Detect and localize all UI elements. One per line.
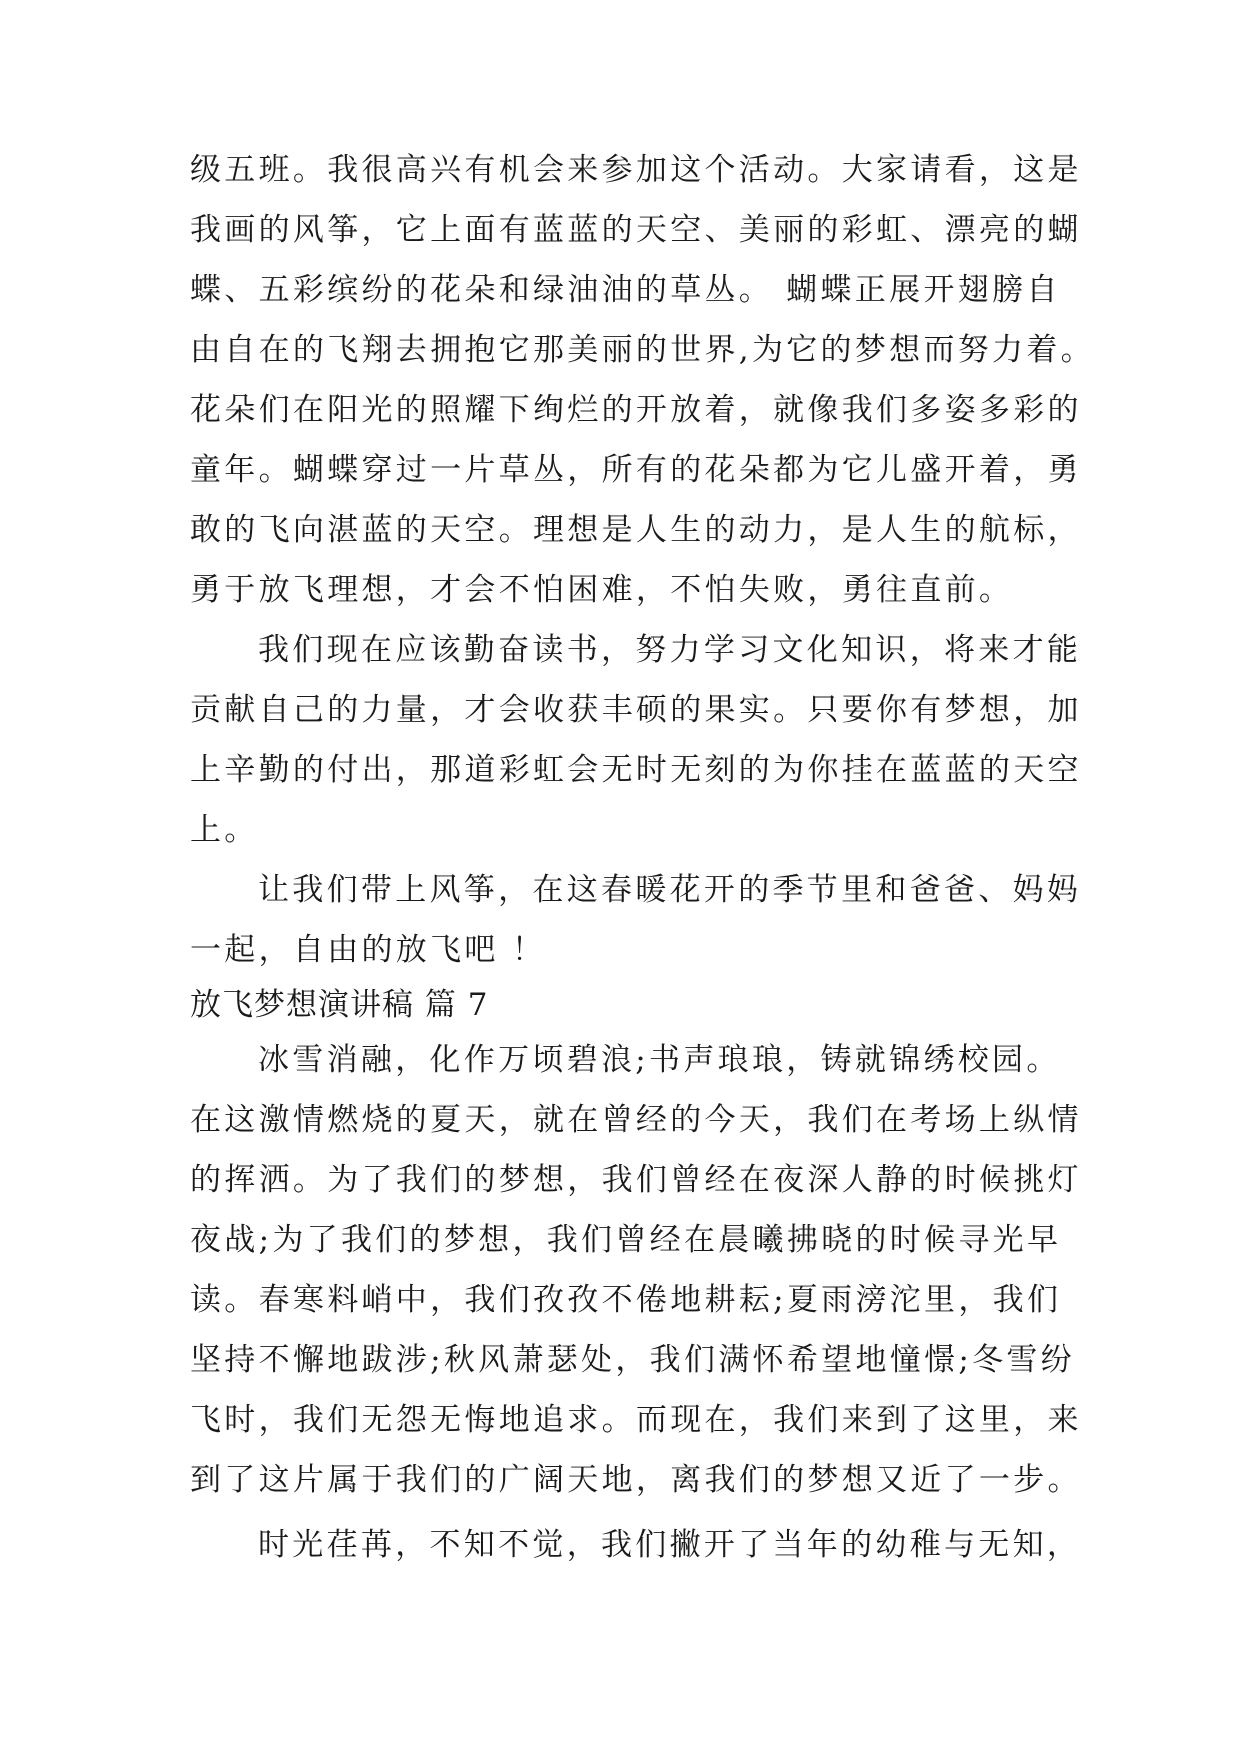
text-line: 读。春寒料峭中，我们孜孜不倦地耕耘;夏雨滂沱里，我们 [190,1282,1062,1318]
section-heading: 放飞梦想演讲稿 篇 7 [190,987,489,1023]
text-line: 上。 [190,812,259,848]
text-line: 坚持不懈地跋涉;秋风萧瑟处，我们满怀希望地憧憬;冬雪纷 [190,1342,1075,1378]
text-line: 我画的风筝，它上面有蓝蓝的天空、美丽的彩虹、漂亮的蝴 [190,212,1082,248]
text-line: 勇于放飞理想，才会不怕困难，不怕失败，勇往直前。 [190,572,1014,608]
paragraph-first-line: 时光荏苒，不知不觉，我们撇开了当年的幼稚与无知， [258,1527,1082,1563]
paragraph-first-line: 我们现在应该勤奋读书，努力学习文化知识，将来才能 [258,632,1082,668]
text-line: 由自在的飞翔去拥抱它那美丽的世界,为它的梦想而努力着。 [190,332,1095,368]
text-line: 花朵们在阳光的照耀下绚烂的开放着，就像我们多姿多彩的 [190,392,1082,428]
text-line: 一起，自由的放飞吧 ！ [190,932,547,968]
paragraph-first-line: 冰雪消融，化作万顷碧浪;书声琅琅，铸就锦绣校园。 [258,1042,1061,1078]
text-line: 到了这片属于我们的广阔天地，离我们的梦想又近了一步。 [190,1462,1082,1498]
text-line: 夜战;为了我们的梦想，我们曾经在晨曦拂晓的时候寻光早 [190,1222,1062,1258]
text-line: 上辛勤的付出，那道彩虹会无时无刻的为你挂在蓝蓝的天空 [190,752,1082,788]
text-line: 在这激情燃烧的夏天，就在曾经的今天，我们在考场上纵情 [190,1102,1082,1138]
text-line: 贡献自己的力量，才会收获丰硕的果实。只要你有梦想，加 [190,692,1082,728]
text-line: 飞时，我们无怨无悔地追求。而现在，我们来到了这里，来 [190,1402,1082,1438]
text-line: 童年。蝴蝶穿过一片草丛，所有的花朵都为它儿盛开着，勇 [190,452,1082,488]
text-line: 蝶、五彩缤纷的花朵和绿油油的草丛。 蝴蝶正展开翅膀自 [190,272,1061,308]
text-line: 的挥洒。为了我们的梦想，我们曾经在夜深人静的时候挑灯 [190,1162,1082,1198]
text-line: 级五班。我很高兴有机会来参加这个活动。大家请看，这是 [190,152,1082,188]
paragraph-first-line: 让我们带上风筝，在这春暖花开的季节里和爸爸、妈妈 [258,872,1082,908]
text-line: 敢的飞向湛蓝的天空。理想是人生的动力，是人生的航标， [190,512,1082,548]
